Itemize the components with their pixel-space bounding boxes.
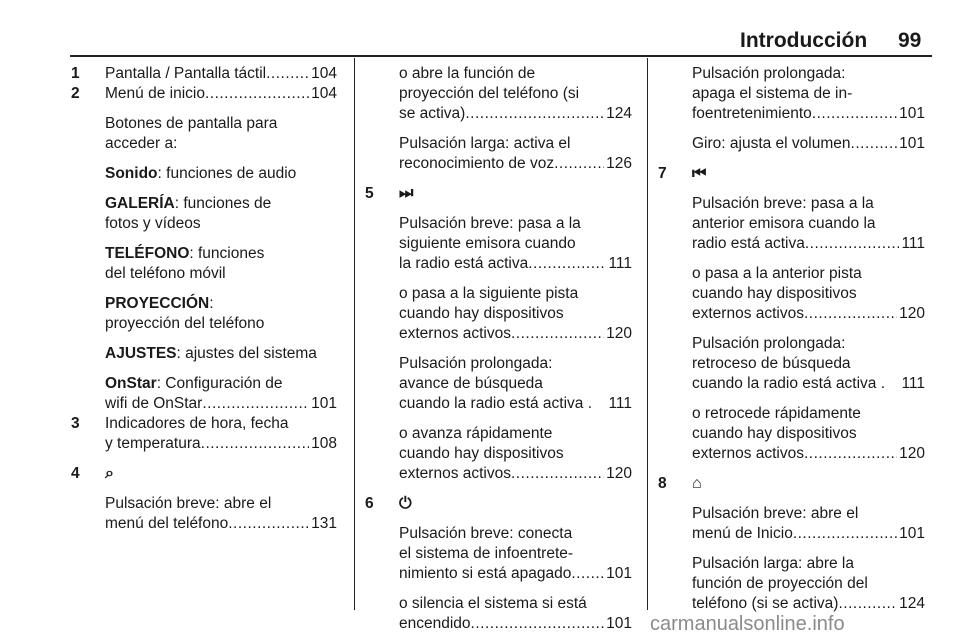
item-number: 5 — [365, 185, 374, 202]
text-line: función de proyección del — [692, 575, 868, 592]
page-ref[interactable]: 120 — [606, 325, 632, 342]
text-line: o pasa a la anterior pista — [692, 265, 862, 282]
text-line: o avanza rápidamente — [399, 425, 553, 442]
page-ref[interactable]: 101 — [606, 615, 632, 632]
page-ref[interactable]: 124 — [899, 595, 925, 612]
item-number: 4 — [71, 465, 80, 482]
paragraph: GALERÍA: funciones de fotos y vídeos — [105, 195, 272, 232]
text-line: cuando hay dispositivos — [692, 425, 857, 442]
text-line: se activa) ..... 124 — [399, 104, 632, 124]
text-line: Pulsación prolongada: — [692, 335, 846, 352]
paragraph: OnStar: Configuración de — [105, 375, 283, 392]
page-ref[interactable]: 101 — [899, 135, 925, 152]
paragraph-line: menú del teléfono ..... 131 — [105, 514, 337, 534]
text-line: o abre la función de — [399, 65, 536, 82]
text-line: cuando hay dispositivos — [399, 445, 564, 462]
page-header — [0, 0, 960, 52]
column-divider-2 — [647, 58, 648, 610]
paragraph-line: wifi de OnStar ..... 101 — [105, 394, 337, 414]
text-line: o pasa a la siguiente pista — [399, 285, 579, 302]
text-line: Pulsación prolongada: — [692, 65, 846, 82]
paragraph: Botones de pantalla para acceder a: — [105, 115, 278, 152]
page-ref[interactable]: 104 — [311, 85, 337, 102]
list-item-3: 3 Indicadores de hora, fecha y temperatura ..... 108 — [105, 414, 337, 454]
home-icon: ⌂ — [692, 475, 702, 492]
text-line: anterior emisora cuando la — [692, 215, 876, 232]
text-line: nimiento si está apagado ..... 101 — [399, 564, 632, 584]
page-ref[interactable]: 131 — [311, 515, 337, 532]
text-line: radio está activa ..... 111 — [692, 234, 925, 254]
page-ref[interactable]: 111 — [608, 255, 632, 272]
text-line: cuando la radio está activa . 111 — [692, 375, 925, 392]
text-line: foentretenimiento ..... 101 — [692, 104, 925, 124]
column-3 — [658, 64, 925, 614]
list-item-6 — [365, 494, 632, 514]
item-number: 3 — [71, 415, 80, 432]
text-line: encendido ..... 101 — [399, 614, 632, 634]
item-number: 1 — [71, 65, 80, 82]
text-line: proyección del teléfono (si — [399, 85, 580, 102]
page-ref[interactable]: 124 — [606, 105, 632, 122]
text-line: reconocimiento de voz ..... 126 — [399, 154, 632, 174]
item-label: Menú de inicio — [105, 85, 205, 102]
paragraph: PROYECCIÓN: proyección del teléfono — [105, 295, 265, 332]
item-number: 6 — [365, 495, 374, 512]
text-line: teléfono (si se activa) ..... 124 — [692, 594, 925, 614]
paragraph: Pulsación breve: abre el — [105, 495, 272, 512]
text-line: Giro: ajusta el volumen ..... 101 — [692, 134, 925, 154]
text-line: o silencia el sistema si está — [399, 595, 587, 612]
list-item-5 — [365, 184, 632, 204]
column-2 — [365, 64, 632, 634]
text-line: Pulsación breve: pasa a la — [692, 195, 874, 212]
text-line: Pulsación larga: abre la — [692, 555, 854, 572]
item-number: 7 — [658, 165, 667, 182]
text-line: o retrocede rápidamente — [692, 405, 861, 422]
page-ref[interactable]: 111 — [608, 395, 632, 412]
text-line: cuando la radio está activa . 111 — [399, 395, 632, 412]
page-ref[interactable]: 111 — [901, 375, 925, 392]
list-item-7 — [658, 164, 925, 184]
text-line: la radio está activa ..... 111 — [399, 254, 632, 274]
page-ref[interactable]: 108 — [311, 435, 337, 452]
paragraph: Sonido: funciones de audio — [105, 165, 297, 182]
column-divider-1 — [354, 58, 355, 610]
column-1 — [71, 64, 337, 534]
power-icon: ⏻ — [399, 495, 412, 512]
text-line: menú de Inicio ..... 101 — [692, 524, 925, 544]
text-line: cuando hay dispositivos — [399, 305, 564, 322]
text-line: retroceso de búsqueda — [692, 355, 851, 372]
text-line: Pulsación prolongada: — [399, 355, 553, 372]
text-line: apaga el sistema de in- — [692, 85, 853, 102]
text-line: externos activos ..... 120 — [692, 304, 925, 324]
next-track-icon: ⏭ — [399, 185, 414, 202]
list-item-8 — [658, 474, 925, 494]
page-ref[interactable]: 104 — [311, 65, 337, 82]
text-line: Pulsación breve: pasa a la — [399, 215, 581, 232]
text-line: avance de búsqueda — [399, 375, 543, 392]
text-line: Pulsación breve: conecta — [399, 525, 573, 542]
list-item-4 — [71, 464, 337, 484]
page-ref[interactable]: 101 — [899, 525, 925, 542]
previous-track-icon: ⏮ — [692, 165, 707, 182]
item-number: 8 — [658, 475, 667, 492]
text-line: Pulsación breve: abre el — [692, 505, 859, 522]
page-ref[interactable]: 101 — [311, 395, 337, 412]
watermark: carmanualsonline.info — [650, 613, 845, 635]
paragraph: AJUSTES: ajustes del sistema — [105, 345, 317, 362]
page-ref[interactable]: 126 — [606, 155, 632, 172]
text-line: siguiente emisora cuando — [399, 235, 576, 252]
item-label: Pantalla / Pantalla táctil — [105, 65, 267, 82]
text-line: el sistema de infoentrete- — [399, 545, 574, 562]
page-number: 99 — [898, 29, 922, 52]
text-line: Pulsación larga: activa el — [399, 135, 571, 152]
item-number: 2 — [71, 85, 80, 102]
page-ref[interactable]: 120 — [899, 305, 925, 322]
phone-icon: ⌕ — [105, 465, 114, 482]
text-line: externos activos ..... 120 — [399, 324, 632, 344]
page-ref[interactable]: 101 — [899, 105, 925, 122]
paragraph: TELÉFONO: funciones del teléfono móvil — [105, 245, 265, 282]
text-line: cuando hay dispositivos — [692, 285, 857, 302]
list-item-1 — [71, 64, 337, 84]
header-rule — [70, 55, 932, 57]
page-ref[interactable]: 120 — [606, 465, 632, 482]
chapter-title: Introducción — [740, 29, 868, 52]
text-line: externos activos ..... 120 — [399, 464, 632, 484]
page-ref[interactable]: 120 — [899, 445, 925, 462]
page-ref[interactable]: 101 — [606, 565, 632, 582]
list-item-2 — [71, 84, 337, 104]
text-line: externos activos ..... 120 — [692, 444, 925, 464]
page-ref[interactable]: 111 — [901, 235, 925, 252]
